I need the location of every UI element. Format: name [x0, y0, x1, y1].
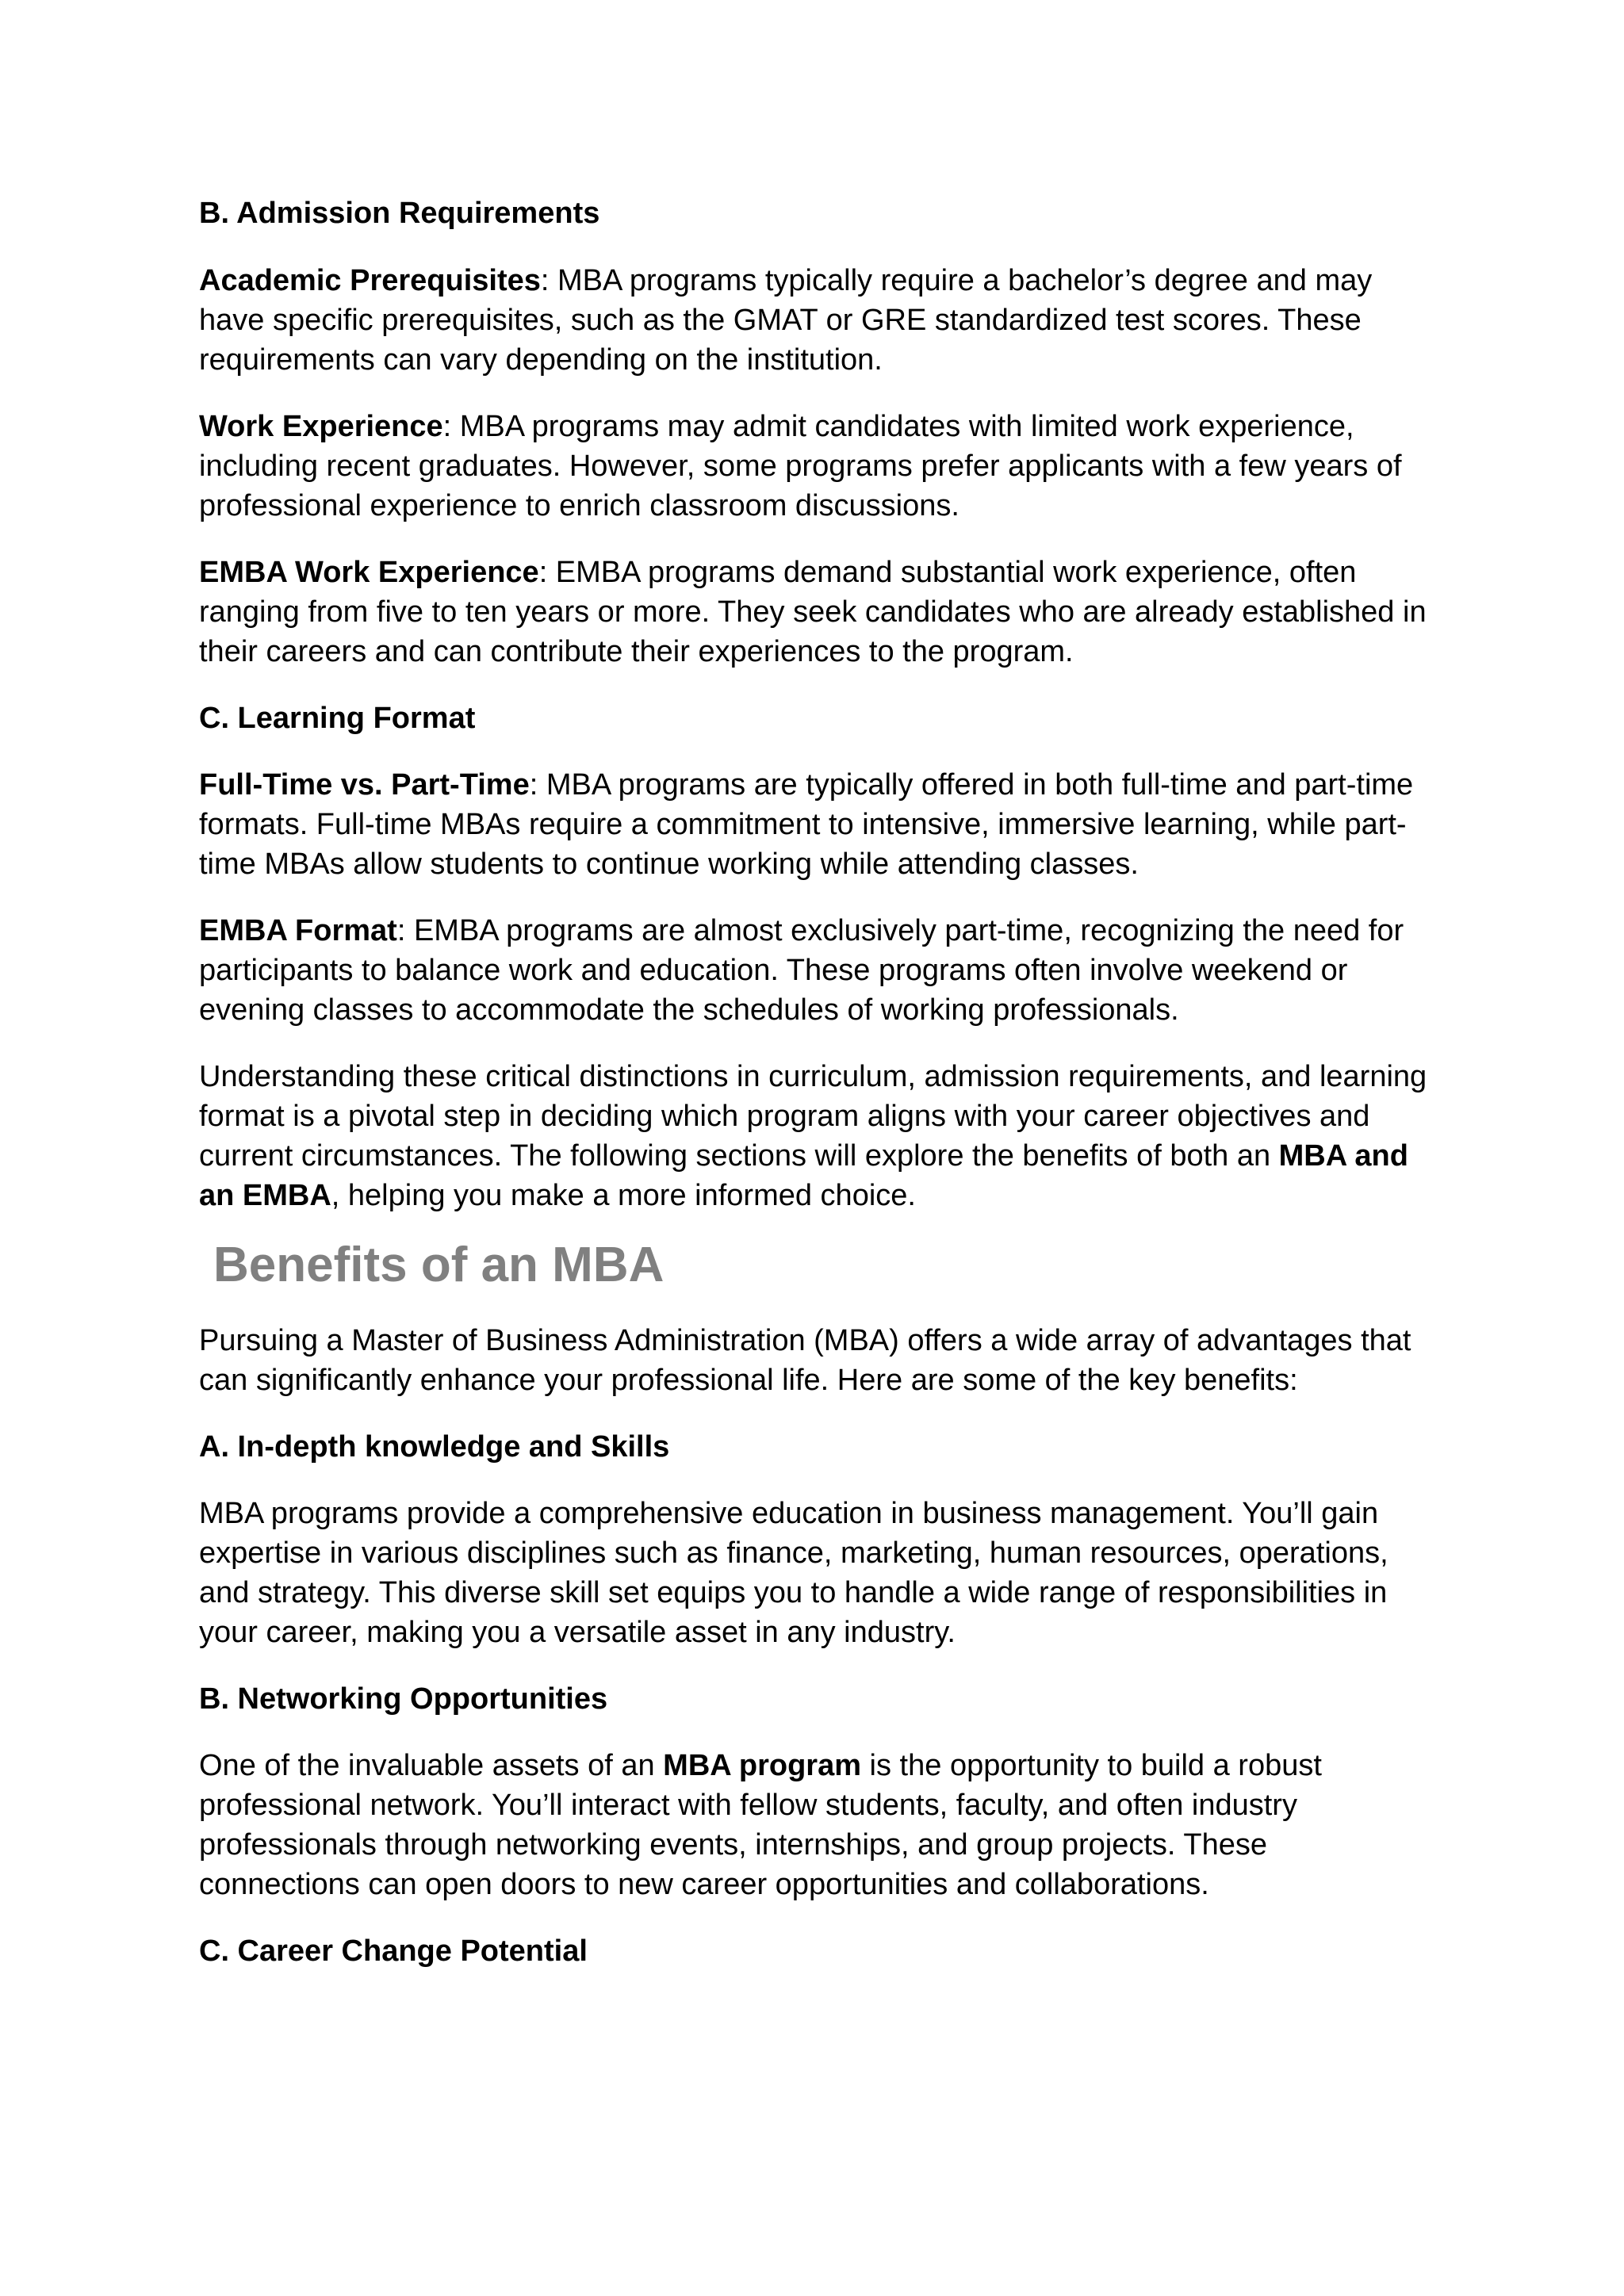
paragraph-full-vs-part-time: [199, 765, 1436, 884]
paragraph-benefits-intro: Pursuing a Master of Business Administration (MBA) offers a wide array of advantages that can significantly enhance your professional life. Here are some of the key benefits:: [199, 1324, 1411, 1397]
term-academic-prerequisites: Academic Prerequisites: [199, 264, 541, 297]
text-work-experience: : MBA programs may admit candidates with limited work experience, including recent graduates. However, some programs prefer applicants with a few years of professional experience to enrich classroom discussions.: [199, 410, 1402, 522]
section-title-networking-opportunities: B. Networking Opportunities: [199, 1682, 608, 1716]
summary-text-bold: MBA and an EMBA: [199, 1139, 1408, 1212]
paragraph-networking-opportunities: [199, 1746, 1436, 1904]
paragraph-in-depth-knowledge: MBA programs provide a comprehensive education in business management. You’ll gain expertise in various disciplines such as finance, marketing, human resources, operations, and strategy. This diverse skill set equips you to handle a wide range of responsibilities in your career, making you a versatile asset in any industry.: [199, 1497, 1388, 1649]
summary-text-before: Understanding these critical distinctions in curriculum, admission requirements, and learning format is a pivotal step in deciding which program aligns with your career objectives and current circumstances. The following sections will explore the benefits of both an: [199, 1060, 1427, 1173]
paragraph-emba-work-experience: [199, 553, 1436, 672]
heading-benefits-of-an-mba: Benefits of an MBA: [213, 1238, 665, 1292]
networking-text-before: One of the invaluable assets of an: [199, 1749, 664, 1782]
text-full-vs-part-time: : MBA programs are typically offered in both full-time and part-time formats. Full-time MBAs require a commitment to intensive, immersive learning, while part-time MBAs allow students to continue working while attending classes.: [199, 768, 1414, 881]
section-title-admission-requirements: B. Admission Requirements: [199, 197, 600, 230]
term-work-experience: Work Experience: [199, 410, 443, 443]
networking-text-after: is the opportunity to build a robust professional network. You’ll interact with fellow students, faculty, and often industry professionals through networking events, internships, and group projects. These connections can open doors to new career opportunities and collaborations.: [199, 1749, 1322, 1901]
term-emba-format: EMBA Format: [199, 914, 397, 947]
section-title-career-change-potential: C. Career Change Potential: [199, 1934, 588, 1968]
section-title-in-depth-knowledge: A. In-depth knowledge and Skills: [199, 1430, 670, 1464]
text-emba-format: : EMBA programs are almost exclusively part-time, recognizing the need for participants to balance work and education. These programs often involve weekend or evening classes to accommodate the schedules of working professionals.: [199, 914, 1404, 1027]
text-emba-work-experience: : EMBA programs demand substantial work experience, often ranging from five to ten years or more. They seek candidates who are already established in their careers and can contribute their experiences to the program.: [199, 556, 1427, 668]
paragraph-summary: [199, 1057, 1436, 1215]
paragraph-academic-prerequisites: [199, 261, 1436, 380]
paragraph-emba-format: [199, 911, 1436, 1030]
section-title-learning-format: C. Learning Format: [199, 702, 476, 735]
networking-text-bold: MBA program: [663, 1749, 861, 1782]
term-emba-work-experience: EMBA Work Experience: [199, 556, 539, 589]
paragraph-work-experience: [199, 407, 1436, 526]
text-academic-prerequisites: : MBA programs typically require a bachelor’s degree and may have specific prerequisites, such as the GMAT or GRE standardized test scores. These requirements can vary depending on the institution.: [199, 264, 1373, 377]
document-page: [199, 193, 1436, 1971]
summary-text-after: , helping you make a more informed choice.: [331, 1179, 916, 1212]
term-full-vs-part-time: Full-Time vs. Part-Time: [199, 768, 530, 802]
